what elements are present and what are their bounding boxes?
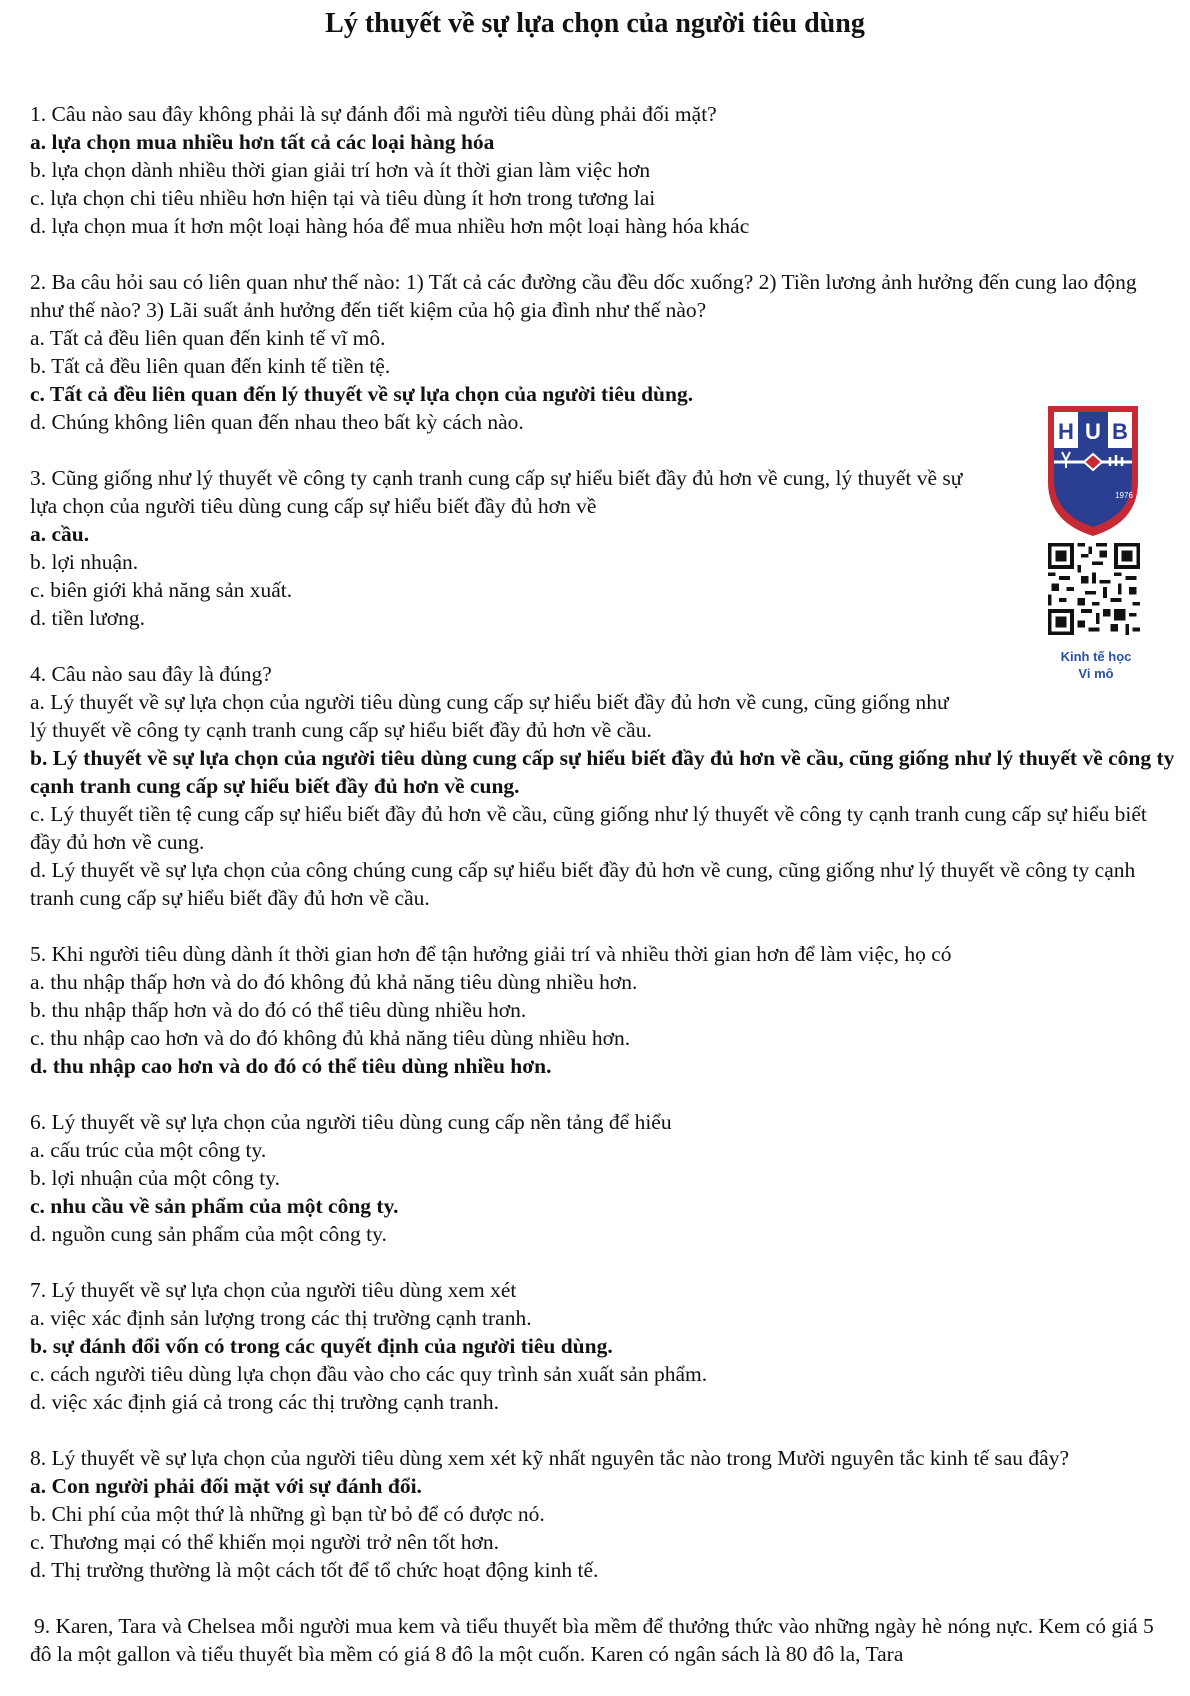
logo-caption-line2: Vi mô <box>1078 666 1114 681</box>
answer-option: b. thu nhập thấp hơn và do đó có thể tiêu dùng nhiều hơn. <box>30 998 527 1022</box>
question-stem: 7. Lý thuyết về sự lựa chọn của người tiêu dùng xem xét <box>30 1278 517 1302</box>
answer-option: d. Thị trường thường là một cách tốt để tổ chức hoạt động kinh tế. <box>30 1558 599 1582</box>
answer-option: b. Tất cả đều liên quan đến kinh tế tiền tệ. <box>30 354 391 378</box>
question-stem: 8. Lý thuyết về sự lựa chọn của người tiêu dùng xem xét kỹ nhất nguyên tắc nào trong Mười nguyên tắc kinh tế sau đây? <box>30 1446 1069 1470</box>
answer-option-correct: b. Lý thuyết về sự lựa chọn của người tiêu dùng cung cấp sự hiểu biết đầy đủ hơn về cầu, cũng giống như lý thuyết về công ty cạnh tranh cung cấp sự hiểu biết đầy đủ hơn về cung. <box>30 746 1175 798</box>
question-stem: 6. Lý thuyết về sự lựa chọn của người tiêu dùng cung cấp nền tảng để hiểu <box>30 1110 672 1134</box>
answer-option: b. lựa chọn dành nhiều thời gian giải trí hơn và ít thời gian làm việc hơn <box>30 158 651 182</box>
question-list <box>30 100 1175 1696</box>
question-stem: 1. Câu nào sau đây không phải là sự đánh đổi mà người tiêu dùng phải đối mặt? <box>30 102 717 126</box>
question-4 <box>30 660 1175 912</box>
answer-option: c. thu nhập cao hơn và do đó không đủ khả năng tiêu dùng nhiều hơn. <box>30 1026 631 1050</box>
answer-option: a. cấu trúc của một công ty. <box>30 1138 267 1162</box>
answer-option: d. tiền lương. <box>30 606 145 630</box>
answer-option-correct: a. lựa chọn mua nhiều hơn tất cả các loại hàng hóa <box>30 130 495 154</box>
answer-option-correct: a. Con người phải đối mặt với sự đánh đổi. <box>30 1474 422 1498</box>
answer-option: c. Thương mại có thể khiến mọi người trở nên tốt hơn. <box>30 1530 500 1554</box>
answer-option: a. thu nhập thấp hơn và do đó không đủ khả năng tiêu dùng nhiều hơn. <box>30 970 638 994</box>
question-7 <box>30 1276 1175 1416</box>
question-3 <box>30 464 1175 632</box>
question-6 <box>30 1108 1175 1248</box>
answer-option-correct: a. cầu. <box>30 522 90 546</box>
question-2 <box>30 268 1175 436</box>
logo-letter-u: U <box>1085 419 1101 444</box>
answer-option: d. Lý thuyết về sự lựa chọn của công chúng cung cấp sự hiểu biết đầy đủ hơn về cung, cũng giống như lý thuyết về công ty cạnh tranh cung cấp sự hiểu biết đầy đủ hơn về cầu. <box>30 858 1136 910</box>
logo-letter-h: H <box>1058 419 1074 444</box>
answer-option: b. lợi nhuận của một công ty. <box>30 1166 281 1190</box>
answer-option-correct: b. sự đánh đổi vốn có trong các quyết định của người tiêu dùng. <box>30 1334 613 1358</box>
answer-option: c. cách người tiêu dùng lựa chọn đầu vào cho các quy trình sản xuất sản phẩm. <box>30 1362 708 1386</box>
question-5 <box>30 940 1175 1080</box>
question-1 <box>30 100 1175 240</box>
question-stem: 3. Cũng giống như lý thuyết về công ty cạnh tranh cung cấp sự hiểu biết đầy đủ hơn về cung, lý thuyết về sự lựa chọn của người tiêu dùng cung cấp sự hiểu biết đầy đủ hơn về <box>30 466 963 518</box>
question-9 <box>30 1612 1175 1668</box>
hub-logo <box>1044 402 1142 540</box>
answer-option-correct: d. thu nhập cao hơn và do đó có thể tiêu dùng nhiều hơn. <box>30 1054 552 1078</box>
answer-option: a. Tất cả đều liên quan đến kinh tế vĩ mô. <box>30 326 386 350</box>
question-stem: 2. Ba câu hỏi sau có liên quan như thế nào: 1) Tất cả các đường cầu đều dốc xuống? 2) Tiền lương ảnh hưởng đến cung lao động như thế nào? 3) Lãi suất ảnh hưởng đến tiết kiệm của hộ gia đình như thế nào? <box>30 270 1137 322</box>
answer-option: c. lựa chọn chi tiêu nhiều hơn hiện tại và tiêu dùng ít hơn trong tương lai <box>30 186 656 210</box>
answer-option: d. nguồn cung sản phẩm của một công ty. <box>30 1222 387 1246</box>
logo-caption-line1: Kinh tế học <box>1060 649 1132 664</box>
question-stem: 9. Karen, Tara và Chelsea mỗi người mua kem và tiểu thuyết bìa mềm để thưởng thức vào những ngày hè nóng nực. Kem có giá 5 đô la một gallon và tiểu thuyết bìa mềm có giá 8 đô la một cuốn. Karen có ngân sách là 80 đô la, Tara <box>30 1614 1154 1666</box>
answer-option: d. lựa chọn mua ít hơn một loại hàng hóa để mua nhiều hơn một loại hàng hóa khác <box>30 214 750 238</box>
answer-option: b. lợi nhuận. <box>30 550 139 574</box>
logo-year: 1976 <box>1115 491 1133 500</box>
qr-code <box>1048 543 1140 635</box>
document-title: Lý thuyết về sự lựa chọn của người tiêu dùng <box>325 8 865 39</box>
answer-option: b. Chi phí của một thứ là những gì bạn từ bỏ để có được nó. <box>30 1502 545 1526</box>
answer-option: c. Lý thuyết tiền tệ cung cấp sự hiểu biết đầy đủ hơn về cầu, cũng giống như lý thuyết về công ty cạnh tranh cung cấp sự hiểu biết đầy đủ hơn về cung. <box>30 802 1147 854</box>
question-stem: 4. Câu nào sau đây là đúng? <box>30 662 272 686</box>
answer-option-correct: c. Tất cả đều liên quan đến lý thuyết về sự lựa chọn của người tiêu dùng. <box>30 382 694 406</box>
logo-letter-b: B <box>1112 419 1128 444</box>
answer-option: a. việc xác định sản lượng trong các thị trường cạnh tranh. <box>30 1306 532 1330</box>
answer-option-correct: c. nhu cầu về sản phẩm của một công ty. <box>30 1194 399 1218</box>
question-8 <box>30 1444 1175 1584</box>
question-stem: 5. Khi người tiêu dùng dành ít thời gian hơn để tận hưởng giải trí và nhiều thời gian hơn để làm việc, họ có <box>30 942 952 966</box>
answer-option: d. Chúng không liên quan đến nhau theo bất kỳ cách nào. <box>30 410 524 434</box>
answer-option: d. việc xác định giá cả trong các thị trường cạnh tranh. <box>30 1390 499 1414</box>
logo-caption <box>1040 648 1152 682</box>
answer-option: a. Lý thuyết về sự lựa chọn của người tiêu dùng cung cấp sự hiểu biết đầy đủ hơn về cung, cũng giống như lý thuyết về công ty cạnh tranh cung cấp sự hiểu biết đầy đủ hơn về cầu. <box>30 690 949 742</box>
answer-option: c. biên giới khả năng sản xuất. <box>30 578 293 602</box>
